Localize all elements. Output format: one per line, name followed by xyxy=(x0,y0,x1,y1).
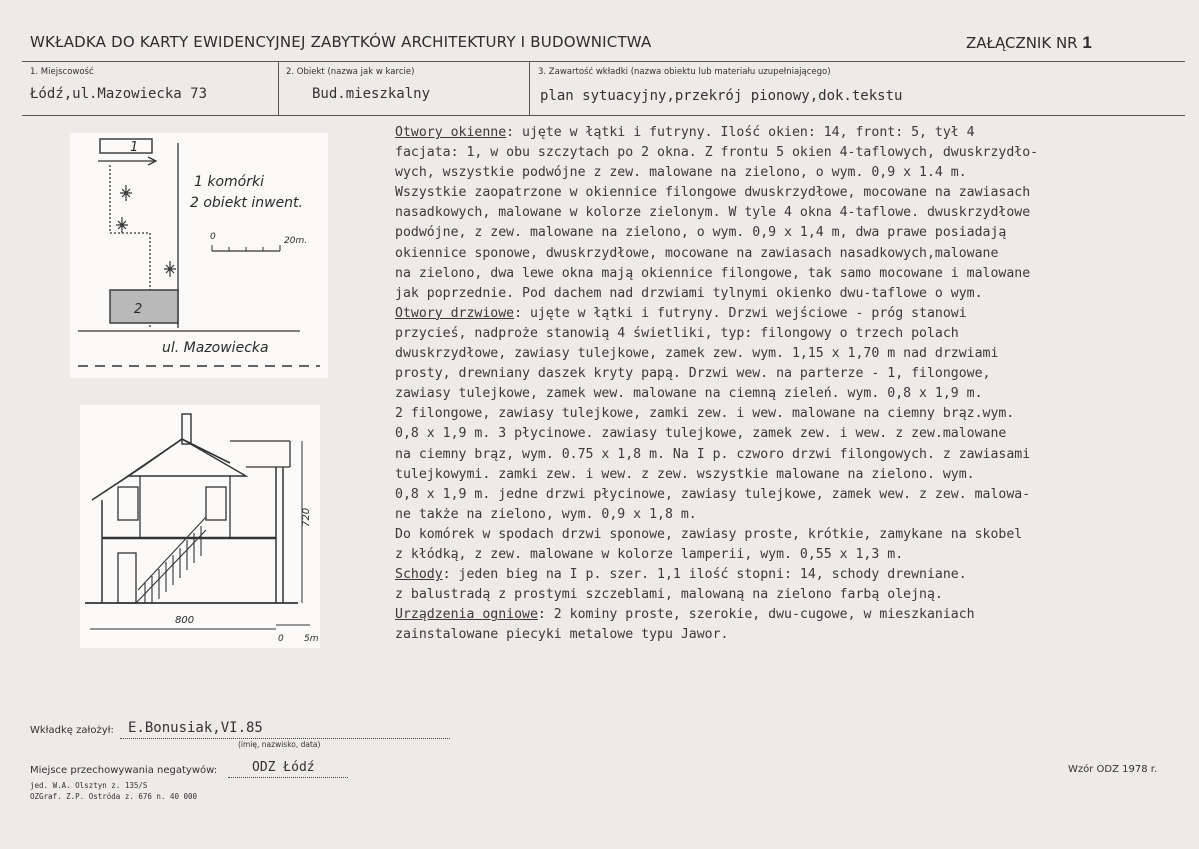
print-note: jed. W.A. Olsztyn z. 135/S OZGraf. Z.P. Ostróda z. 676 n. 40 000 xyxy=(30,781,198,801)
description-line-text: 0,8 x 1,9 m. jedne drzwi płycinowe, zawiasy tulejkowe, zamek wew. z zew. malowa- xyxy=(395,486,1031,502)
description-line xyxy=(395,304,1185,324)
description-line-text: : 2 kominy proste, szerokie, dwu-cugowe, w mieszkaniach xyxy=(537,607,975,623)
section-heading: Otwory drzwiowe xyxy=(395,305,515,321)
description-line xyxy=(395,424,1185,444)
section-panel xyxy=(80,405,320,648)
section-scale-end: 5m xyxy=(304,634,319,644)
field-divider-1 xyxy=(278,61,279,115)
description-line-text: z balustradą z prostymi szczeblami, malowaną na zielono farbą olejną. xyxy=(395,587,943,603)
ground-door xyxy=(118,553,136,603)
prepared-label: Wkładkę założył: xyxy=(30,725,114,736)
description-line xyxy=(395,505,1185,525)
site-plan-marker-1: 1 xyxy=(130,140,139,155)
negatives-label: Miejsce przechowywania negatywów: xyxy=(30,765,218,776)
site-scale-zero: 0 xyxy=(210,232,216,242)
street-name: ul. Mazowiecka xyxy=(162,340,269,356)
annex-label xyxy=(966,33,1092,53)
description-line-text: na ciemny brąz, wym. 0.75 x 1,8 m. Na I p. czworo drzwi filongowych. z zawiasami xyxy=(395,446,1031,462)
site-plan-marker-2: 2 xyxy=(134,302,143,317)
description-line-text: z kłódką, z zew. malowane w kolorze lamperii, wym. 0,55 x 1,3 m. xyxy=(395,546,904,562)
description-line-text: : ujęte w łątki i futryny. Ilość okien: 14, front: 5, tył 4 xyxy=(506,125,975,140)
description-line-text: okiennice sponowe, dwuskrzydłowe, mocowane na zawiasach nasadkowych,malowane xyxy=(395,245,999,261)
field-divider-2 xyxy=(529,61,530,115)
description-line-text: prosty, drewniany daszek kryty papą. Drzwi wew. na parterze - 1, filongowe, xyxy=(395,366,991,382)
description-line xyxy=(395,525,1185,545)
inventoried-building xyxy=(110,290,178,323)
prepared-line xyxy=(120,738,450,739)
description-line xyxy=(395,404,1185,424)
description-line-text: dwuskrzydłowe, zawiasy tulejkowe, zamek zew. wym. 1,15 x 1,70 m nad drzwiami xyxy=(395,346,999,362)
description-line xyxy=(395,284,1185,304)
prepared-hint: (imię, nazwisko, data) xyxy=(238,740,321,749)
form-title: WKŁADKA DO KARTY EWIDENCYJNEJ ZABYTKÓW ARCHITEKTURY I BUDOWNICTWA xyxy=(30,33,652,51)
annex-number: 1 xyxy=(1082,33,1092,52)
section-heading: Schody xyxy=(395,567,443,583)
description-line xyxy=(395,384,1185,404)
description-line-text: przycieś, nadproże stanowią 4 świetliki, typ: filongowy o trzech polach xyxy=(395,325,959,341)
upper-door-right xyxy=(206,487,226,520)
section-drawing xyxy=(80,405,320,648)
description-line-text: wych, wszystkie podwójne z zew. malowane na zielono, o wym. 0,9 x 1.4 m. xyxy=(395,165,967,181)
locality-label: 1. Miejscowość xyxy=(30,67,94,77)
negatives-value: ODZ Łódź xyxy=(252,760,315,775)
description-line-text: na zielono, dwa lewe okna mają okiennice filongowe, tak samo mocowane i malowane xyxy=(395,265,1031,281)
prepared-value: E.Bonusiak,VI.85 xyxy=(128,720,263,736)
annex-label-text: ZAŁĄCZNIK NR xyxy=(966,34,1078,52)
description-line xyxy=(395,445,1185,465)
section-scale-zero: 0 xyxy=(278,634,284,644)
height-label: 720 xyxy=(301,507,312,527)
description-line xyxy=(395,143,1185,163)
content-value: plan sytuacyjny,przekrój pionowy,dok.tekstu xyxy=(540,88,903,104)
description-line-text: nasadkowych, malowane w kolorze zielonym. W tyle 4 okna 4-taflowe. dwuskrzydłowe xyxy=(395,205,1031,221)
description-line-text: 2 filongowe, zawiasy tulejkowe, zamki zew. i wew. malowane na ciemny brąz.wym. xyxy=(395,406,1015,422)
description-line-text: ne także na zielono, wym. 0,9 x 1,8 m. xyxy=(395,506,697,522)
description-line-text: 0,8 x 1,9 m. 3 płycinowe. zawiasy tulejkowe, zamek zew. i wew. z zew.malowane xyxy=(395,426,1007,442)
description-line xyxy=(395,625,1185,645)
description-text xyxy=(395,123,1185,645)
description-line-text: zainstalowane piecyki metalowe typu Jawor. xyxy=(395,627,729,643)
description-line xyxy=(395,264,1185,284)
description-line xyxy=(395,223,1185,243)
section-heading: Otwory okienne xyxy=(395,125,507,140)
description-line xyxy=(395,565,1185,585)
header-rule xyxy=(22,61,1185,62)
description-line-text: : jeden bieg na I p. szer. 1,1 ilość stopni: 14, schody drewniane. xyxy=(442,567,967,583)
site-scale-ticks xyxy=(212,245,280,251)
upper-door-left xyxy=(118,487,138,520)
legend-item-2: 2 obiekt inwent. xyxy=(190,195,303,211)
description-line-text: podwójne, z zew. malowane na zielono, o wym. 0,9 x 1,4 m, dwa prawe posiadają xyxy=(395,225,1007,241)
description-line-text: facjata: 1, w obu szczytach po 2 okna. Z frontu 5 okien 4-taflowych, dwuskrzydło- xyxy=(395,145,1039,161)
form-model: Wzór ODZ 1978 r. xyxy=(1068,764,1158,775)
content-label: 3. Zawartość wkładki (nazwa obiektu lub materiału uzupełniającego) xyxy=(538,67,831,77)
outbuilding-outline xyxy=(100,139,152,153)
roof-outline xyxy=(92,439,230,500)
site-scale-end: 20m. xyxy=(284,236,308,246)
fields-rule xyxy=(22,115,1185,116)
tree-symbol xyxy=(116,185,176,277)
width-label: 800 xyxy=(175,615,195,626)
description-line xyxy=(395,585,1185,605)
site-plan-panel xyxy=(70,133,328,378)
object-label: 2. Obiekt (nazwa jak w karcie) xyxy=(286,67,415,77)
description-line xyxy=(395,364,1185,384)
description-line xyxy=(395,545,1185,565)
description-line xyxy=(395,324,1185,344)
description-line-text: Wszystkie zaopatrzone w okiennice filongowe dwuskrzydłowe, mocowane na zawiasach xyxy=(395,185,1031,201)
description-line-text: : ujęte w łątki i futryny. Drzwi wejściowe - próg stanowi xyxy=(514,305,967,321)
description-line xyxy=(395,203,1185,223)
description-line xyxy=(395,605,1185,625)
legend-item-1: 1 komórki xyxy=(194,174,264,190)
description-line-text: tulejkowymi. zamki zew. i wew. z zew. wszystkie malowane na zielono. wym. xyxy=(395,466,975,482)
description-line-text: jak poprzednie. Pod dachem nad drzwiami tylnymi okienko dwu-taflowe o wym. xyxy=(395,285,983,301)
description-line-text: zawiasy tulejkowe, zamek wew. malowane na ciemną zieleń. wym. 0,8 x 1,9 m. xyxy=(395,386,983,402)
description-line xyxy=(395,244,1185,264)
locality-value: Łódź,ul.Mazowiecka 73 xyxy=(30,86,208,102)
site-plan-drawing xyxy=(70,133,328,378)
negatives-line xyxy=(228,777,348,778)
description-line xyxy=(395,485,1185,505)
description-line xyxy=(395,123,1185,143)
description-line xyxy=(395,344,1185,364)
object-value: Bud.mieszkalny xyxy=(312,86,431,102)
description-line-text: Do komórek w spodach drzwi sponowe, zawiasy proste, krótkie, zamykane na skobel xyxy=(395,526,1023,542)
description-line xyxy=(395,163,1185,183)
description-line xyxy=(395,465,1185,485)
staircase xyxy=(136,517,206,603)
description-line xyxy=(395,183,1185,203)
section-heading: Urządzenia ogniowe xyxy=(395,607,538,623)
